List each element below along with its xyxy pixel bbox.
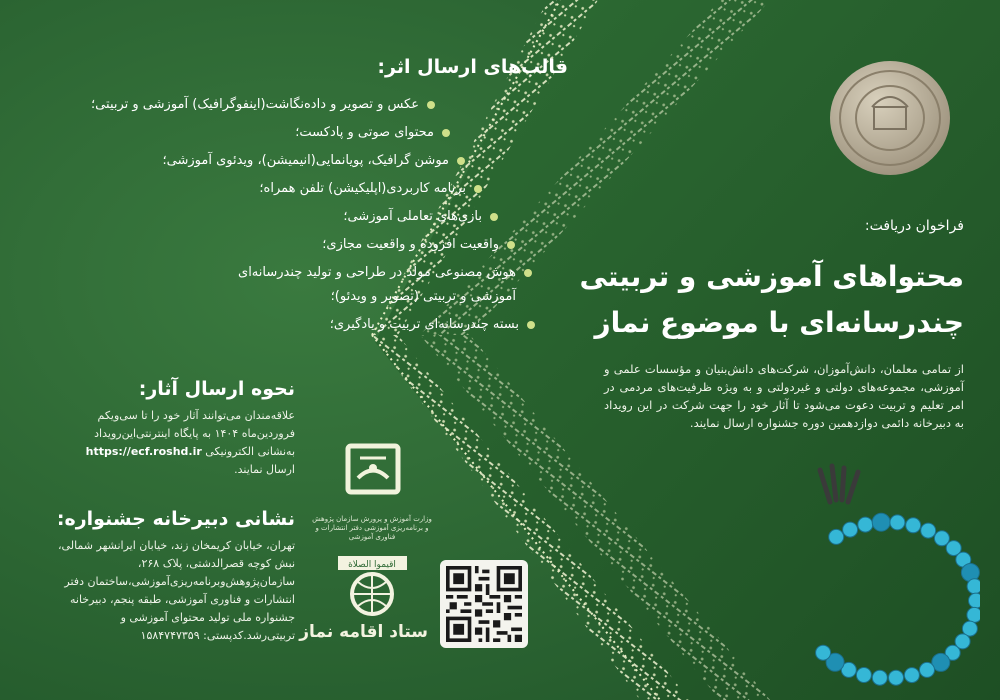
bullet-dot-icon — [427, 101, 435, 109]
bullet-dot-icon — [507, 241, 515, 249]
formats-title: قالب‌های ارسال اثر: — [377, 56, 568, 78]
format-item — [331, 289, 532, 305]
qr-code-icon — [446, 566, 522, 642]
bead — [967, 579, 980, 594]
how-to-submit-text — [60, 407, 295, 479]
call-label: فراخوان دریافت: — [864, 218, 964, 234]
bullet-dot-icon — [524, 269, 532, 277]
prayer-beads-icon — [770, 462, 980, 687]
bead — [872, 513, 890, 531]
format-item — [295, 125, 450, 141]
bullet-dot-icon — [457, 157, 465, 165]
bead — [920, 662, 935, 677]
bullet-dot-icon — [490, 213, 498, 221]
how-body-text: علاقه‌مندان می‌توانند آثار خود را تا سی‌ویکم فروردین‌ماه ۱۴۰۴ به پایگاه اینترنتی‌این‌رویداد به‌نشانی الکترونیکی — [94, 409, 295, 458]
how-tail-text: ارسال نمایند. — [234, 463, 295, 476]
namaz-headquarters-logo-text: ستاد اقامه نماز — [299, 622, 428, 642]
prayer-stone-icon — [826, 57, 954, 179]
format-item-label: محتوای صوتی و پادکست؛ — [295, 125, 434, 140]
bullet-spacer — [524, 292, 532, 300]
bead — [858, 517, 873, 532]
qr-code[interactable] — [440, 560, 528, 648]
intro-paragraph: از تمامی معلمان، دانش‌آموزان، شرکت‌های دانش‌بنیان و مؤسسات علمی و آموزشی، مجموعه‌های دولتی و غیردولتی و به ویژه ظرفیت‌های مردمی در امر تعلیم و تربیت دعوت می‌شود تا آثار خود را جهت شرکت در این رویداد به دبیرخانه دائمی دوازدهمین دوره جشنواره ارسال نمایند. — [604, 362, 964, 430]
namaz-headquarters-logo-icon — [330, 552, 415, 662]
bead — [904, 668, 919, 683]
format-item-label: بسته چندرسانه‌ای تربیت و یادگیری؛ — [329, 317, 519, 332]
namaz-badge-text: اقیموا الصلاة — [348, 560, 396, 570]
how-to-submit-title: نحوه ارسال آثار: — [138, 378, 295, 400]
bead — [829, 529, 844, 544]
format-item — [343, 209, 498, 225]
bead — [816, 645, 831, 660]
format-item-label: موشن گرافیک، پویانمایی(انیمیشن)، ویدئوی آموزشی؛ — [162, 153, 449, 168]
headline-line-1: محتواهای آموزشی و تربیتی — [579, 260, 964, 293]
bullet-dot-icon — [442, 129, 450, 137]
format-item — [259, 181, 482, 197]
bead-tassel — [820, 466, 858, 502]
format-item-label: هوش مصنوعی مولد در طراحی و تولید چندرسانه‌ای — [238, 265, 516, 280]
bullet-dot-icon — [474, 185, 482, 193]
format-item — [163, 153, 465, 169]
format-item — [330, 317, 535, 333]
address-text: تهران، خیابان کریمخان زند، خیابان ایرانشهر شمالی، نبش کوچه قصرالدشتی، پلاک ۲۶۸، سازمان‌پژوهش‌وبرنامه‌ریزی‌آموزشی،ساختمان دفتر انتشارات و فناوری آموزشی، طبقه پنجم، دبیرخانه جشنواره ملی تولید محتوای آموزشی و تربیتی‌رشد.کدپستی: ۱۵۸۴۷۴۷۳۵۹ — [58, 539, 295, 642]
format-item-label: بازی‌های تعاملی آموزشی؛ — [343, 209, 482, 224]
format-item-label: عکس و تصویر و داده‌نگاشت(اینفوگرافیک) آموزشی و تربیتی؛ — [91, 97, 419, 112]
bead — [843, 522, 858, 537]
bullet-dot-icon — [527, 321, 535, 329]
bead — [856, 668, 871, 683]
bead — [890, 515, 905, 530]
format-item-label: واقعیت افزوده و واقعیت مجازی؛ — [322, 237, 499, 252]
bead — [889, 670, 904, 685]
bead — [906, 518, 921, 533]
format-item — [91, 97, 435, 113]
bead — [967, 607, 980, 622]
format-item — [238, 265, 532, 281]
headline-line-2: چندرسانه‌ای با موضوع نماز — [594, 306, 964, 339]
bead — [872, 670, 887, 685]
ministry-logo-text: وزارت آموزش و پرورش سازمان پژوهش و برنامه‌ریزی آموزشی دفتر انتشارات و فناوری آموزشی — [312, 515, 432, 541]
festival-url-link[interactable]: https://ecf.roshd.ir — [85, 445, 202, 458]
format-item — [322, 237, 515, 253]
bead — [921, 523, 936, 538]
format-item-label: آموزشی و تربیتی (تصویر و ویدئو)؛ — [330, 289, 516, 304]
address-title: نشانی دبیرخانه جشنواره: — [56, 508, 295, 530]
format-item-label: برنامه کاربردی(اپلیکیشن) تلفن همراه؛ — [259, 181, 466, 196]
bead — [969, 593, 981, 608]
